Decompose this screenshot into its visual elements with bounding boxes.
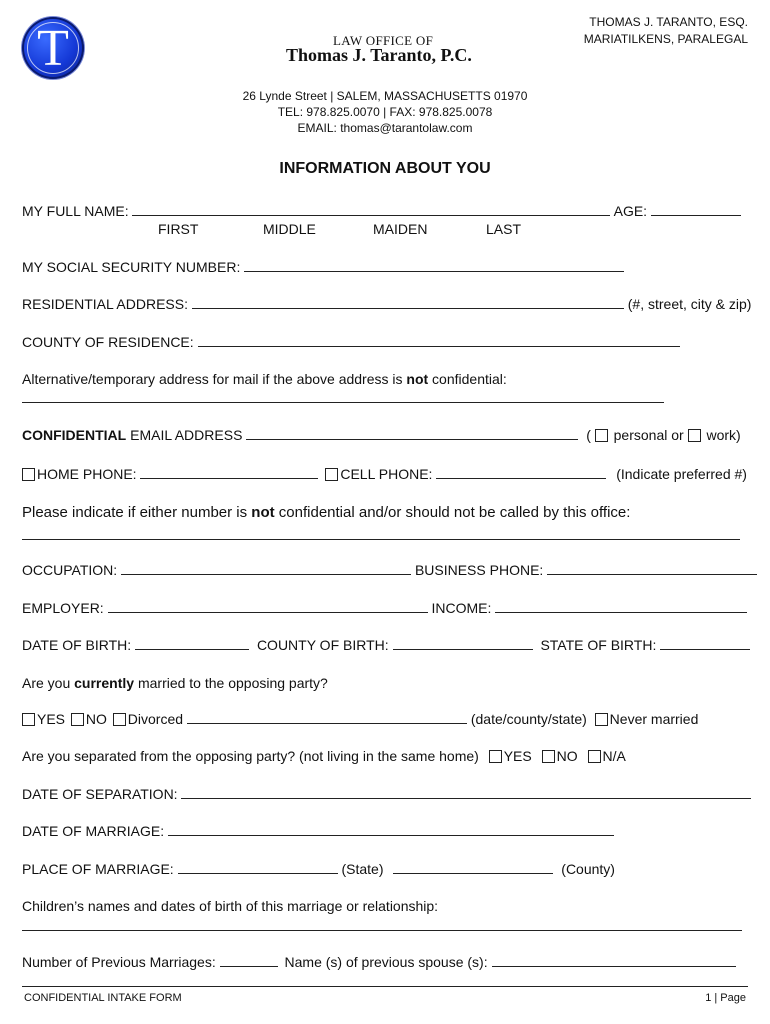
home-phone-checkbox[interactable] <box>22 468 35 481</box>
county-residence-input[interactable] <box>198 334 680 347</box>
never-married-checkbox[interactable] <box>595 713 608 726</box>
dob-input[interactable] <box>135 637 249 650</box>
not-confidential-label <box>22 504 630 521</box>
marriage-place-label: PLACE OF MARRIAGE: <box>22 861 174 877</box>
separated-no-checkbox[interactable] <box>542 750 555 763</box>
footer-page: 1 | Page <box>705 992 746 1004</box>
name-middle-caption: MIDDLE <box>263 221 316 237</box>
birth-row <box>22 637 750 653</box>
business-phone-label: BUSINESS PHONE: <box>414 562 544 578</box>
children-label: Children’s names and dates of birth of this marriage or relationship: <box>22 898 439 914</box>
phone-row <box>22 466 747 482</box>
state-birth-label: STATE OF BIRTH: <box>540 637 657 653</box>
married-yes-checkbox[interactable] <box>22 713 35 726</box>
married-question <box>22 675 328 691</box>
marriage-state-input[interactable] <box>178 861 338 874</box>
indicate-preferred: (Indicate preferred #) <box>616 466 747 482</box>
ssn-label: MY SOCIAL SECURITY NUMBER: <box>22 259 241 275</box>
separated-question: Are you separated from the opposing party? (not living in the same home) <box>22 748 479 764</box>
married-no-label: NO <box>85 711 107 727</box>
firm-address: 26 Lynde Street | SALEM, MASSACHUSETTS 01970 <box>242 89 528 103</box>
occupation-row <box>22 562 757 578</box>
married-currently: currently <box>74 675 135 691</box>
date-county-state-hint: (date/county/state) <box>470 711 587 727</box>
footer-rule <box>22 986 748 987</box>
state-birth-input[interactable] <box>660 637 750 650</box>
cell-phone-checkbox[interactable] <box>325 468 338 481</box>
ssn-input[interactable] <box>244 259 624 272</box>
county-residence-row <box>22 334 680 350</box>
separation-date-label: DATE OF SEPARATION: <box>22 786 178 802</box>
residential-address-input[interactable] <box>192 296 624 309</box>
separated-no-label: NO <box>556 748 578 764</box>
separated-yes-checkbox[interactable] <box>489 750 502 763</box>
email-row <box>22 427 741 443</box>
not-conf-text-end: confidential and/or should not be called by this office: <box>274 504 631 521</box>
firm-logo <box>22 17 84 79</box>
county-birth-label: COUNTY OF BIRTH: <box>256 637 389 653</box>
marriage-date-row <box>22 823 614 839</box>
cell-phone-label: CELL PHONE: <box>340 466 433 482</box>
name-first-caption: FIRST <box>158 221 199 237</box>
not-conf-bold: not <box>251 504 275 521</box>
age-input[interactable] <box>651 203 741 216</box>
separation-date-row <box>22 786 751 802</box>
ssn-row <box>22 259 624 275</box>
business-phone-input[interactable] <box>547 562 757 575</box>
marriage-date-input[interactable] <box>168 823 614 836</box>
previous-marriages-row <box>22 954 736 970</box>
dob-label: DATE OF BIRTH: <box>22 637 132 653</box>
form-title: INFORMATION ABOUT YOU <box>279 160 491 177</box>
separated-na-label: N/A <box>602 748 626 764</box>
separated-row <box>22 748 626 764</box>
county-birth-input[interactable] <box>393 637 533 650</box>
cell-phone-input[interactable] <box>436 466 606 479</box>
separated-yes-label: YES <box>503 748 532 764</box>
alt-address-not: not <box>406 371 429 387</box>
income-label: INCOME: <box>431 600 492 616</box>
employer-row <box>22 600 747 616</box>
home-phone-label: HOME PHONE: <box>37 466 137 482</box>
residential-address-hint: (#, street, city & zip) <box>627 296 752 312</box>
children-input[interactable] <box>22 930 742 931</box>
alt-address-label <box>22 371 507 387</box>
full-name-row <box>22 203 741 219</box>
county-residence-label: COUNTY OF RESIDENCE: <box>22 334 194 350</box>
divorced-checkbox[interactable] <box>113 713 126 726</box>
firm-email: EMAIL: thomas@tarantolaw.com <box>297 121 473 135</box>
alt-address-input[interactable] <box>22 402 664 403</box>
residential-address-row <box>22 296 751 312</box>
email-input[interactable] <box>246 427 578 440</box>
full-name-input[interactable] <box>132 203 610 216</box>
income-input[interactable] <box>495 600 747 613</box>
married-no-checkbox[interactable] <box>71 713 84 726</box>
married-text-end: married to the opposing party? <box>134 675 328 691</box>
married-options-row <box>22 711 698 727</box>
previous-spouse-label: Name (s) of previous spouse (s): <box>284 954 488 970</box>
employer-label: EMPLOYER: <box>22 600 104 616</box>
email-label: EMAIL ADDRESS <box>126 427 243 443</box>
marriage-place-row <box>22 861 615 877</box>
married-yes-label: YES <box>37 711 66 727</box>
previous-marriages-input[interactable] <box>220 954 278 967</box>
occupation-input[interactable] <box>121 562 411 575</box>
email-work-checkbox[interactable] <box>688 429 701 442</box>
marriage-state-hint: (State) <box>341 861 384 877</box>
not-confidential-input[interactable] <box>22 539 740 540</box>
email-open-paren: ( <box>586 427 591 443</box>
home-phone-input[interactable] <box>140 466 318 479</box>
email-personal-checkbox[interactable] <box>595 429 608 442</box>
email-confidential: CONFIDENTIAL <box>22 427 127 443</box>
marriage-county-input[interactable] <box>393 861 553 874</box>
marriage-date-label: DATE OF MARRIAGE: <box>22 823 165 839</box>
alt-address-text: Alternative/temporary address for mail if the above address is <box>22 371 407 387</box>
marriage-county-hint: (County) <box>561 861 615 877</box>
email-personal-label: personal or <box>613 427 684 443</box>
previous-spouse-input[interactable] <box>492 954 736 967</box>
age-label: AGE: <box>613 203 648 219</box>
alt-address-text-end: confidential: <box>428 371 507 387</box>
attorney-name: THOMAS J. TARANTO, ESQ. <box>589 15 748 29</box>
employer-input[interactable] <box>108 600 428 613</box>
married-text: Are you <box>22 675 75 691</box>
name-last-caption: LAST <box>486 221 522 237</box>
email-work-label: work) <box>706 427 741 443</box>
name-maiden-caption: MAIDEN <box>373 221 428 237</box>
footer-left: CONFIDENTIAL INTAKE FORM <box>24 992 182 1004</box>
logo-letter: T <box>37 20 69 77</box>
divorced-details-input[interactable] <box>187 711 467 724</box>
residential-address-label: RESIDENTIAL ADDRESS: <box>22 296 188 312</box>
divorced-label: Divorced <box>127 711 184 727</box>
firm-phone-fax: TEL: 978.825.0070 | FAX: 978.825.0078 <box>277 105 493 119</box>
separation-date-input[interactable] <box>181 786 751 799</box>
separated-na-checkbox[interactable] <box>588 750 601 763</box>
logo-ring <box>27 20 79 77</box>
previous-marriages-label: Number of Previous Marriages: <box>22 954 216 970</box>
firm-name: Thomas J. Taranto, P.C. <box>286 45 472 65</box>
never-married-label: Never married <box>609 711 699 727</box>
law-office-of: LAW OFFICE OF <box>333 33 434 48</box>
occupation-label: OCCUPATION: <box>22 562 118 578</box>
full-name-label: MY FULL NAME: <box>22 203 129 219</box>
paralegal-name: MARIATILKENS, PARALEGAL <box>583 32 748 46</box>
not-conf-text: Please indicate if either number is <box>22 504 252 521</box>
